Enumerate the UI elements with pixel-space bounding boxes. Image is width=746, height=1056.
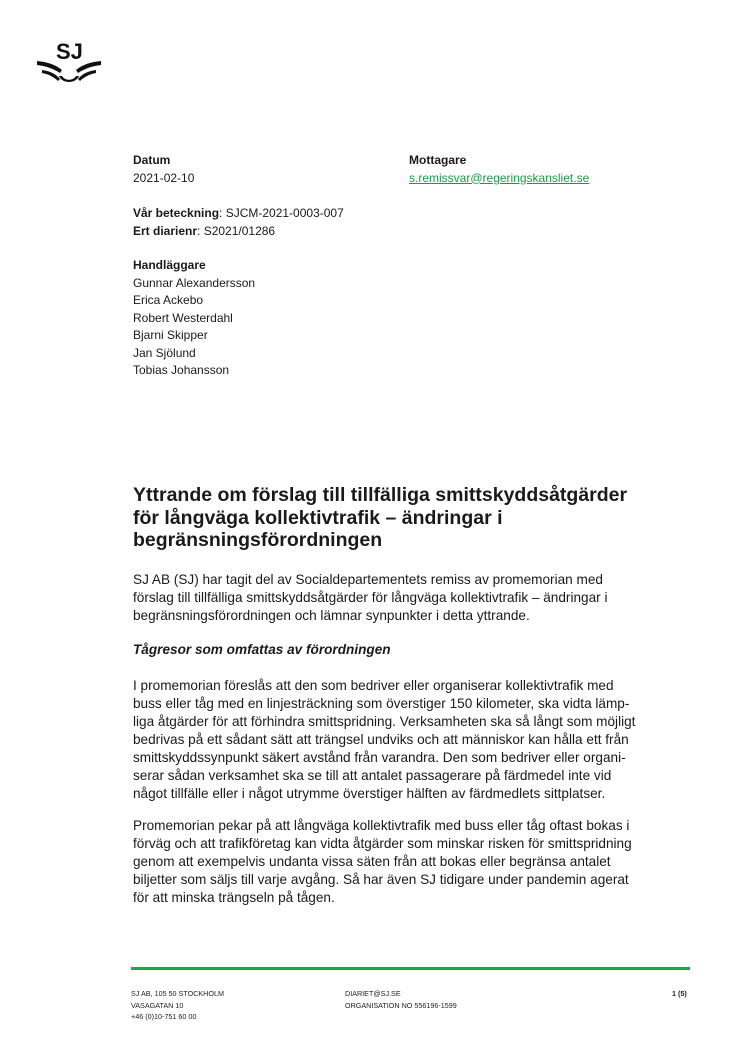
sj-logo-text: SJ <box>56 39 83 64</box>
text-line: I promemorian föreslås att den som bedriver eller organiserar kollektivtrafik med <box>133 678 614 693</box>
handlers-block <box>133 257 255 380</box>
text-line: Promemorian pekar på att långväga kollektivtrafik med buss eller tåg oftast bokas i <box>133 818 630 833</box>
date-value: 2021-02-10 <box>133 170 195 185</box>
footer-line: +46 (0)10-751 60 00 <box>131 1012 197 1021</box>
date-label: Datum <box>133 153 171 167</box>
text-line: för att minska trängseln på tågen. <box>133 890 335 905</box>
text-line: förväg och att trafikföretag kan vidta åtgärder som minskar risken för smittspridning <box>133 836 632 851</box>
title-line: begränsningsförordningen <box>133 529 383 551</box>
date-block <box>133 152 194 187</box>
recipient-label: Mottagare <box>409 153 467 167</box>
footer-organisation <box>345 988 457 1011</box>
recipient-block <box>409 152 589 187</box>
text-line: förslag till tillfälliga smittskyddsåtgärder för långväga kollektivtrafik – ändringar i <box>133 590 608 605</box>
text-line: liga åtgärder för att förhindra smittspridning. Verksamheten ska så långt som möjligt <box>133 714 636 729</box>
footer-line: DIARIET@SJ.SE <box>345 989 401 998</box>
text-line: SJ AB (SJ) har tagit del av Socialdepartementets remiss av promemorian med <box>133 572 603 587</box>
handler-name: Bjarni Skipper <box>133 328 208 342</box>
sj-logo <box>34 38 104 88</box>
text-line: buss eller tåg med en linjesträckning som överstiger 150 kilometer, ska vidta lämp- <box>133 696 630 711</box>
section-subheading: Tågresor som omfattas av förordningen <box>133 642 391 657</box>
your-ref-value: : S2021/01286 <box>197 223 276 238</box>
text-line: genom att exempelvis undanta vissa säten från att bokas eller begränsa antalet <box>133 854 611 869</box>
reference-block <box>133 205 344 240</box>
page-number: 1 (5) <box>672 989 687 998</box>
handler-name: Tobias Johansson <box>133 363 230 377</box>
our-ref-label: Vår beteckning <box>133 206 220 220</box>
your-ref-label: Ert diarienr <box>133 223 198 238</box>
footer-line: VASAGATAN 10 <box>131 1000 184 1010</box>
footer-divider <box>131 967 690 970</box>
recipient-email-link[interactable]: s.remissvar@regeringskansliet.se <box>409 170 590 185</box>
body-paragraph-1 <box>133 677 673 803</box>
title-line: Yttrande om förslag till tillfälliga smittskyddsåtgärder <box>133 484 628 506</box>
our-ref-value: : SJCM-2021-0003-007 <box>219 206 344 220</box>
text-line: serar sådan verksamhet ska se till att antalet passagerare på färdmedel inte vid <box>133 768 612 783</box>
handler-name: Erica Ackebo <box>133 293 204 307</box>
text-line: något tillfälle eller i något utrymme överstiger hälften av färdmedlets sittplatser. <box>133 786 606 801</box>
document-title <box>133 484 673 552</box>
handler-name: Robert Westerdahl <box>133 310 233 325</box>
footer-line: SJ AB, 105 50 STOCKHOLM <box>131 989 224 998</box>
body-paragraph-2 <box>133 817 673 907</box>
footer-line: ORGANISATION NO 556196-1599 <box>345 1000 457 1010</box>
intro-paragraph <box>133 571 673 625</box>
text-line: bedrivas på ett sådant sätt att trängsel undviks och att människor kan hålla ett från <box>133 732 629 747</box>
title-line: för långväga kollektivtrafik – ändringar i <box>133 506 503 529</box>
footer-address <box>131 988 224 1023</box>
text-line: biljetter som säljs till varje avgång. Så har även SJ tidigare under pandemin agerat <box>133 872 629 887</box>
handler-name: Gunnar Alexandersson <box>133 275 256 290</box>
handlers-label: Handläggare <box>133 258 206 272</box>
text-line: begränsningsförordningen och lämnar synpunkter i detta yttrande. <box>133 608 530 623</box>
text-line: smittskyddssynpunkt säkert avstånd från varandra. Den som bedriver eller organi- <box>133 750 626 765</box>
handler-name: Jan Sjölund <box>133 345 196 360</box>
